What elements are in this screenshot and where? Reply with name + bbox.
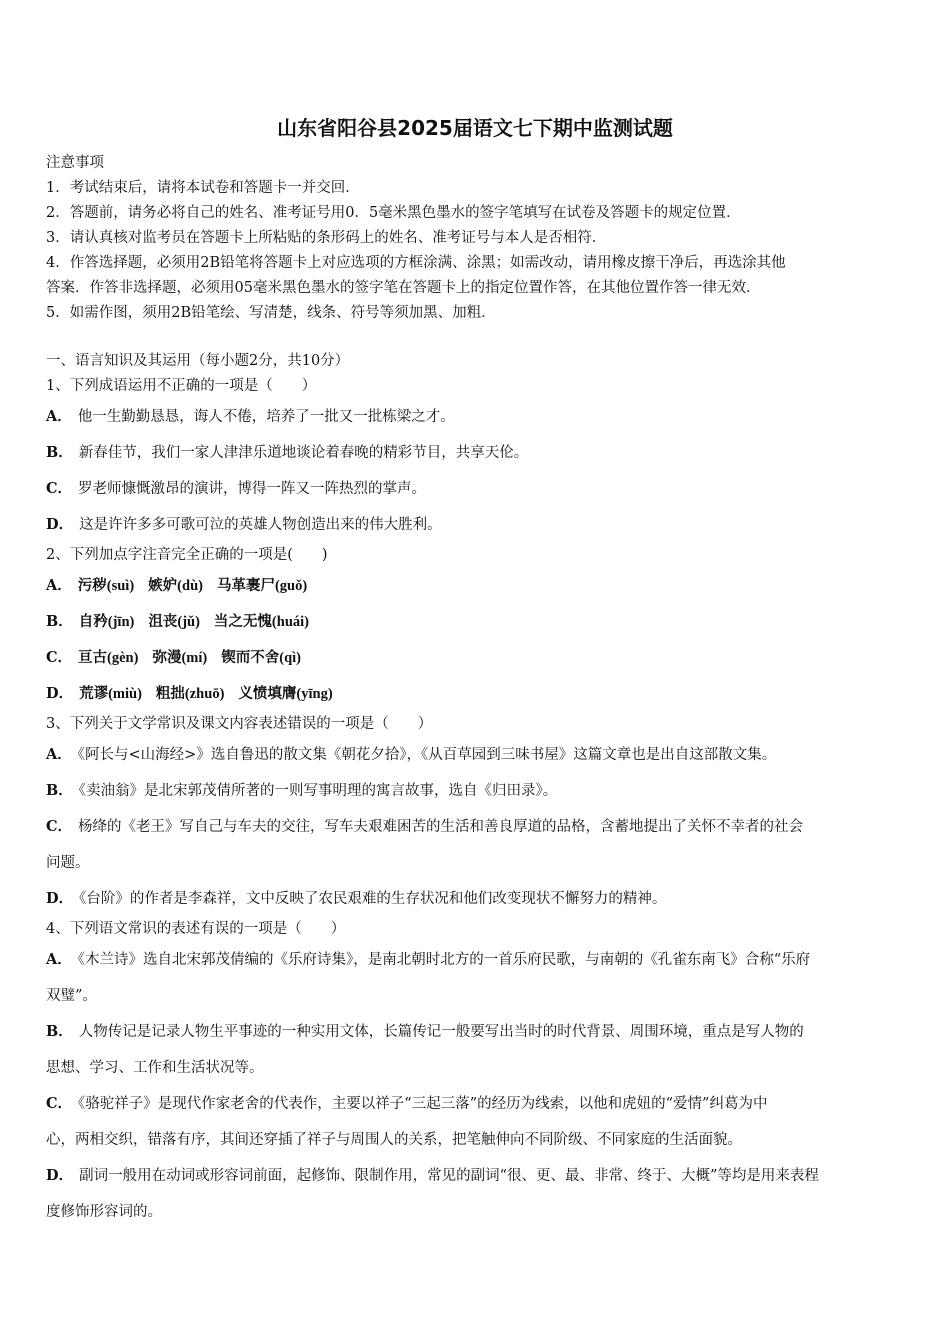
option-label: D．: [46, 890, 74, 907]
option-text: 《阿长与<山海经>》选自鲁迅的散文集《朝花夕拾》，《从百草园到三味书屋》这篇文章也是出自这部散文集。: [77, 747, 777, 763]
option-text: 这是许许多多可歌可泣的英雄人物创造出来的伟大胜利。: [79, 517, 442, 533]
q2-option-a: [46, 568, 906, 604]
option-label: A．: [46, 951, 72, 968]
option-label: D．: [46, 685, 74, 702]
option-text: 罗老师慷慨激昂的演讲，博得一阵又一阵热烈的掌声。: [78, 481, 427, 497]
notice-item: 5．如需作图，须用2B铅笔绘、写清楚，线条、符号等须加黑、加粗．: [46, 305, 496, 321]
question-4-stem: 4、下列语文常识的表述有误的一项是（ ）: [46, 921, 346, 937]
option-text: 人物传记是记录人物生平事迹的一种实用文体，长篇传记一般要写出当时的时代背景、周围环境，重点是写人物的: [78, 1024, 804, 1040]
pinyin-item: 锲而不舍(qì): [221, 650, 301, 666]
question-3-stem: 3、下列关于文学常识及课文内容表述错误的一项是（ ）: [46, 716, 433, 732]
notice-item: 3．请认真核对监考员在答题卡上所粘贴的条形码上的姓名、准考证号与本人是否相符．: [46, 230, 607, 246]
pinyin-item: 弥漫(mí): [152, 650, 208, 666]
page-title: 山东省阳谷县2025届语文七下期中监测试题: [277, 116, 673, 140]
option-label: A．: [46, 408, 72, 425]
pinyin-item: 自矜(jīn): [78, 614, 135, 630]
pinyin-item: 马革裹尸(guǒ): [216, 578, 308, 594]
pinyin-item: 当之无愧(huái): [213, 614, 309, 630]
pinyin-item: 亘古(gèn): [78, 650, 139, 666]
notice-item: 1．考试结束后，请将本试卷和答题卡一并交回．: [46, 180, 360, 196]
pinyin-item: 污秽(suì): [77, 578, 135, 594]
pinyin-item: 嫉妒(dù): [148, 578, 203, 594]
option-label: B．: [46, 1023, 73, 1040]
option-label: B．: [46, 444, 73, 461]
pinyin-item: 义愤填膺(yīng): [238, 686, 333, 702]
notice-item: 4．作答选择题，必须用2B铅笔将答题卡上对应选项的方框涂满、涂黑；如需改动，请用橡皮擦干净后，再选涂其他: [46, 255, 786, 271]
q3-option-c-cont: 问题。: [46, 855, 90, 871]
question-2-stem: 2、下列加点字注音完全正确的一项是( ): [46, 547, 328, 563]
option-label: C．: [46, 1095, 73, 1112]
option-label: B．: [46, 782, 73, 799]
q4-option-d-cont: 度修饰形容词的。: [46, 1204, 162, 1220]
option-text: 他一生勤勤恳恳，诲人不倦，培养了一批又一批栋梁之才。: [77, 409, 455, 425]
q4-option-b: [46, 1014, 906, 1050]
section-title: 一、语言知识及其运用（每小题2分，共10分）: [46, 353, 350, 369]
option-label: A．: [46, 577, 72, 594]
option-label: C．: [46, 818, 73, 835]
pinyin-item: 荒谬(miù): [79, 686, 142, 702]
option-label: D．: [46, 1167, 74, 1184]
q3-option-c: [46, 809, 906, 845]
q4-option-b-cont: 思想、学习、工作和生活状况等。: [46, 1060, 264, 1076]
option-text: 《台阶》的作者是李森祥，文中反映了农民艰难的生存状况和他们改变现状不懈努力的精神。: [79, 891, 667, 907]
q1-option-b: [46, 435, 906, 471]
option-text: 《骆驼祥子》是现代作家老舍的代表作，主要以祥子“三起三落”的经历为线索，以他和虎妞的“爱情”纠葛为中: [78, 1096, 768, 1112]
q3-option-d: [46, 881, 906, 917]
q4-option-d: [46, 1158, 906, 1194]
option-label: D．: [46, 516, 74, 533]
option-text: 《卖油翁》是北宋郭茂倩所著的一则写事明理的寓言故事，选自《归田录》。: [78, 783, 558, 799]
q1-option-d: [46, 507, 906, 543]
q4-option-a: [46, 942, 906, 978]
pinyin-item: 粗拙(zhuō): [155, 686, 225, 702]
section-language: [46, 349, 906, 1230]
option-label: A．: [46, 746, 72, 763]
option-label: B．: [46, 613, 73, 630]
pinyin-item: 沮丧(jǔ): [148, 614, 200, 630]
notice-item: 2．答题前，请务必将自己的姓名、准考证号用0．5毫米黑色墨水的签字笔填写在试卷及答题卡的规定位置．: [46, 205, 741, 221]
q3-option-a: [46, 737, 906, 773]
q4-option-c-cont: 心，两相交织，错落有序，其间还穿插了祥子与周围人的关系，把笔触伸向不同阶级、不同家庭的生活面貌。: [46, 1132, 742, 1148]
option-text: 副词一般用在动词或形容词前面，起修饰、限制作用，常见的副词“很、更、最、非常、终于、大概”等均是用来表程: [79, 1168, 819, 1184]
option-text: 《木兰诗》选自北宋郭茂倩编的《乐府诗集》，是南北朝时北方的一首乐府民歌，与南朝的《孔雀东南飞》合称“乐府: [77, 952, 811, 968]
q2-option-c: [46, 640, 906, 676]
q1-option-c: [46, 471, 906, 507]
option-text: 杨绛的《老王》写自己与车夫的交往，写车夫艰难困苦的生活和善良厚道的品格，含蓄地提出了关怀不幸者的社会: [78, 819, 804, 835]
question-1-stem: 1、下列成语运用不正确的一项是（ ）: [46, 378, 317, 394]
q4-option-a-cont: 双璧”。: [46, 988, 97, 1004]
option-label: C．: [46, 649, 73, 666]
notice-block: [46, 151, 906, 326]
notice-item: 答案．作答非选择题，必须用05毫米黑色墨水的签字笔在答题卡上的指定位置作答，在其他位置作答一律无效．: [46, 280, 761, 296]
option-text: 新春佳节，我们一家人津津乐道地谈论着春晚的精彩节目，共享天伦。: [78, 445, 529, 461]
q3-option-b: [46, 773, 906, 809]
q1-option-a: [46, 399, 906, 435]
option-label: C．: [46, 480, 73, 497]
notice-heading: 注意事项: [46, 155, 104, 171]
q4-option-c: [46, 1086, 906, 1122]
q2-option-d: [46, 676, 906, 712]
q2-option-b: [46, 604, 906, 640]
